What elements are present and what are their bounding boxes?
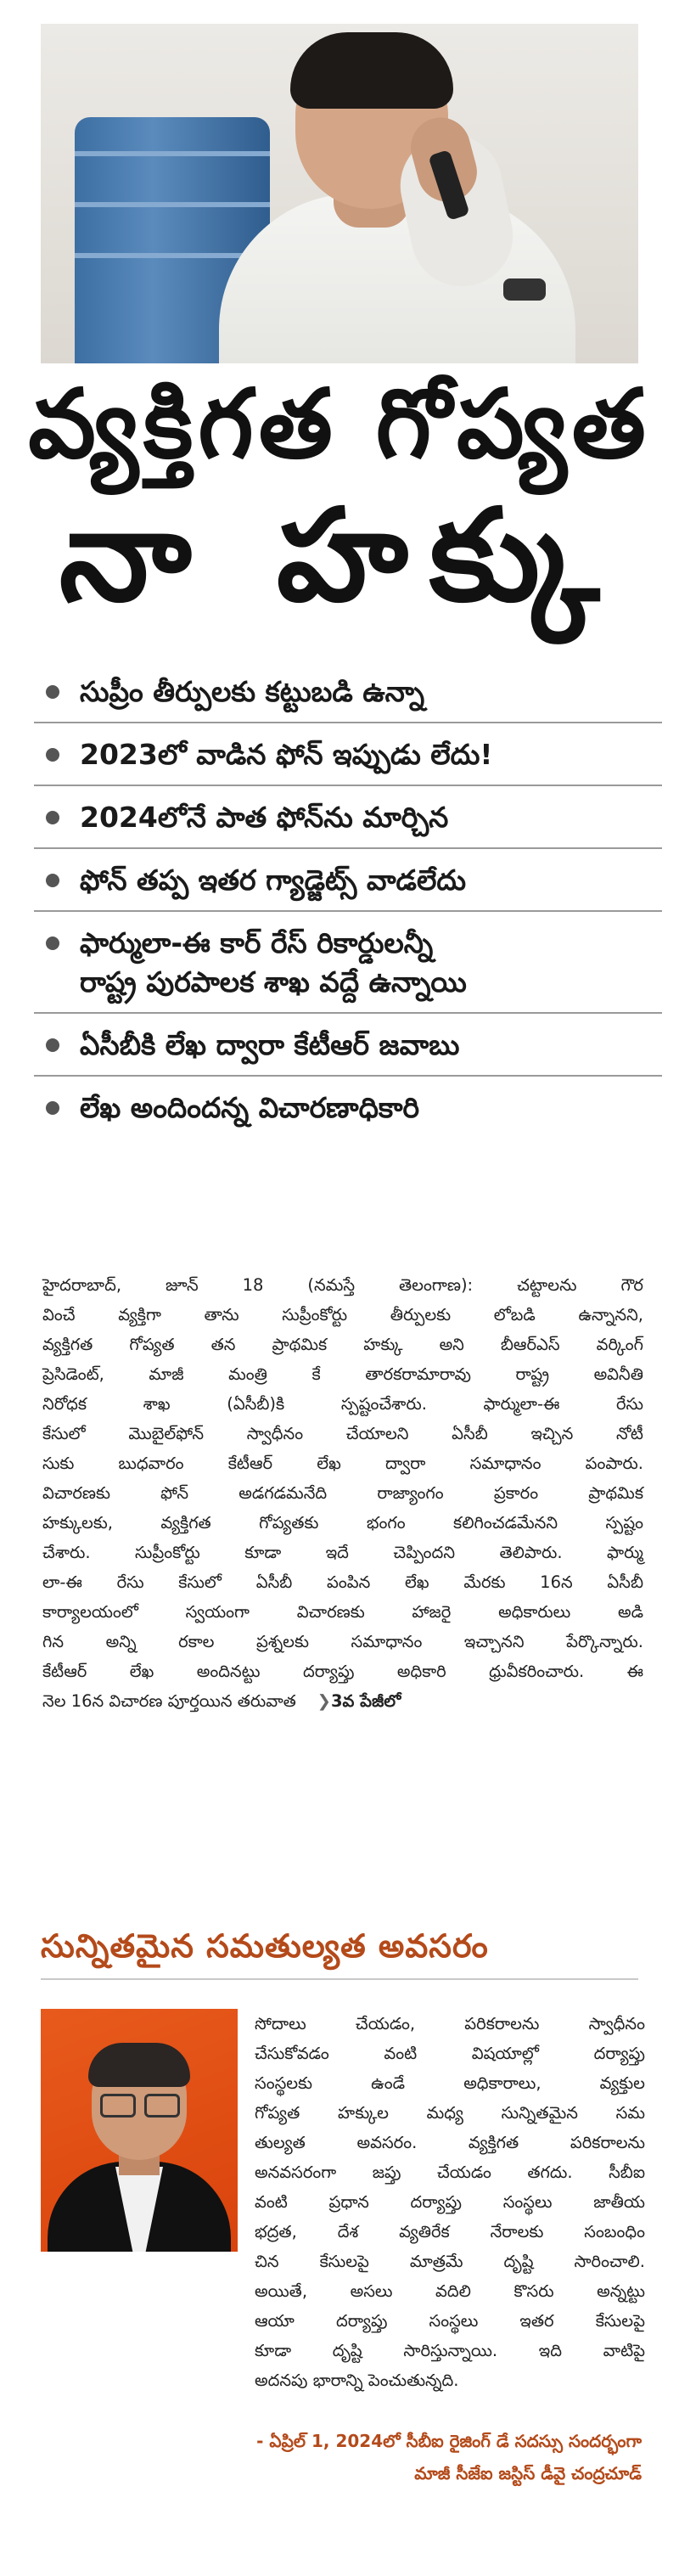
article-line: కేసులో మొబైల్‌ఫోన్ స్వాధీనం చేయాలని ఏసీబీ ఇచ్చిన నోటీ [42,1424,643,1443]
glasses-icon [100,2094,136,2118]
continuation-note[interactable] [317,1691,401,1711]
sidebar-heading: సున్నితమైన సమతుల్యత అవసరం [41,1927,489,1965]
article-line [42,1686,643,1716]
divider [34,785,662,786]
bullet-dot [46,1101,59,1115]
article-line: చేశారు. సుప్రీంకోర్టు కూడా ఇదే చెప్పిందని తెలిపారు. ఫార్ము [42,1543,643,1562]
divider [34,910,662,912]
continuation-text: 3వ పేజీలో [330,1691,401,1711]
key-point-text: ఫార్ములా-ఈ కార్ రేస్ రికార్డులన్నీ [80,926,434,959]
article-line: హైదరాబాద్, జూన్ 18 (నమస్తే తెలంగాణ): చట్టాలను గౌర [42,1275,643,1295]
key-point [34,861,662,900]
bullet-dot [46,685,59,699]
divider [34,722,662,723]
article-line: గిన అన్ని రకాల ప్రశ్నలకు సమాధానం ఇచ్చానని పేర్కొన్నారు. [42,1632,643,1651]
article-line-text: నెల 16న విచారణ పూర్తయిన తరువాత [42,1691,296,1711]
key-point-text: ఫోన్ తప్ప ఇతర గ్యాడ్జెట్స్ వాడలేదు [80,863,467,897]
quote-line: కూడా దృష్టి సారిస్తున్నాయి. ఇది వాటిపై [255,2341,645,2360]
quote-line: అదనపు భారాన్ని పెంచుతున్నది. [255,2371,459,2390]
article-line: కార్యాలయంలో స్వయంగా విచారణకు హాజరై అధికారులు అడి [42,1602,643,1622]
article-line: కేటీఆర్ లేఖ అందినట్టు దర్యాప్తు అధికారి ధ్రువీకరించారు. ఈ [42,1662,643,1681]
key-point-text: సుప్రీం తీర్పులకు కట్టుబడి ఉన్నా [80,675,425,708]
bullet-dot [46,874,59,887]
key-point [34,735,662,774]
bullet-dot [46,811,59,824]
quote-line: సోదాలు చేయడం, పరికరాలను స్వాధీనం [255,2014,645,2033]
quote-line: భద్రత, దేశ వ్యతిరేక నేరాలకు సంబంధిం [255,2222,645,2241]
article-line: నిరోధక శాఖ (ఏసీబీ)కి స్పష్టంచేశారు. ఫార్ములా-ఈ రేసు [42,1394,643,1414]
divider [41,1978,638,1980]
article-body [42,1270,643,1716]
article-line: వ్యక్తిగత గోప్యత తన ప్రాథమిక హక్కు అని బీఆర్ఎస్ వర్కింగ్ [42,1335,643,1354]
quote-line: చేసుకోవడం వంటి విషయాల్లో దర్యాప్తు [255,2044,645,2063]
article-line: హక్కులకు, వ్యక్తిగత గోప్యతకు భంగం కలిగించడమేనని స్పష్టం [42,1513,643,1533]
key-point-text: 2023లో వాడిన ఫోన్ ఇప్పుడు లేదు! [80,738,493,771]
chair-stripe [75,151,270,156]
quote-line: అనవసరంగా జప్తు చేయడం తగదు. సీబీఐ [255,2163,645,2182]
lead-photo [41,24,638,363]
quote-line: చిన కేసులపై మాత్రమే దృష్టి సారించాలి. [255,2252,645,2271]
quote-line: గోప్యత హక్కుల మధ్య సున్నితమైన సమ [255,2103,645,2123]
quote-line: తుల్యత అవసరం. వ్యక్తిగత పరికరాలను [255,2133,645,2152]
credit-line: - ఏప్రిల్ 1, 2024లో సీబీఐ రైజింగ్ డే సదస్సు సందర్భంగా [256,2431,642,2451]
key-point [34,798,662,837]
bullet-dot [46,748,59,762]
key-point-text: రాష్ట్ర పురపాలక శాఖ వద్దే ఉన్నాయి [80,965,467,998]
key-point-text: ఏసీబీకి లేఖ ద్వారా కేటీఆర్ జవాబు [80,1028,460,1061]
divider [34,847,662,849]
divider [34,1012,662,1014]
quote-line: ఆయా దర్యాప్తు సంస్థలు ఇతర కేసులపై [255,2311,645,2331]
bullet-dot [46,1038,59,1052]
article-line: ప్రెసిడెంట్, మాజీ మంత్రి కే తారకరామారావు రాష్ట్ర అవినీతి [42,1364,643,1384]
quote-line: వంటి ప్రధాన దర్యాప్తు సంస్థలు జాతీయ [255,2192,645,2212]
key-point [34,1026,662,1065]
article-line: విచారణకు ఫోన్ అడగడమనేది రాజ్యాంగం ప్రకారం ప్రాథమిక [42,1483,643,1503]
continue-arrow-icon: ❯ [317,1691,331,1711]
key-point-text: 2024లోనే పాత ఫోన్‌ను మార్చిన [80,801,449,834]
quote-line: సంస్థలకు ఉండే అధికారాలు, వ్యక్తుల [255,2073,645,2093]
bullet-dot [46,936,59,950]
glasses-icon [144,2094,180,2118]
person-hair [290,32,453,109]
portrait-hair [88,2043,190,2087]
article-line: వించే వ్యక్తిగా తాను సుప్రీంకోర్టు తీర్పులకు లోబడి ఉన్నానని, [42,1305,643,1325]
key-point [34,672,662,711]
key-point-text: లేఖ అందిందన్న విచారణాధికారి [80,1091,420,1124]
article-line: లా-ఈ రేసు కేసులో ఏసీబీ పంపిన లేఖ మేరకు 16న ఏసీబీ [42,1572,643,1592]
wrist-watch [503,278,546,301]
chair-stripe [75,202,270,207]
sidebar-quote [255,2009,645,2395]
key-points-list [34,672,662,1138]
quote-credit [31,2425,642,2489]
headline-line-2: నా హక్కు [59,482,620,630]
key-point [34,924,662,1002]
credit-line: మాజీ సీజేఐ జస్టిస్ డీవై చంద్రచూడ్ [414,2463,642,2483]
key-point [34,1088,662,1128]
quote-line: అయితే, అసలు వదిలి కొసరు అన్నట్టు [255,2281,645,2301]
portrait-photo [41,2009,238,2252]
headline-line-1: వ్యక్తిగత గోప్యత [28,369,651,480]
article-line: సుకు బుధవారం కేటీఆర్ లేఖ ద్వారా సమాధానం పంపారు. [42,1454,643,1473]
divider [34,1075,662,1077]
